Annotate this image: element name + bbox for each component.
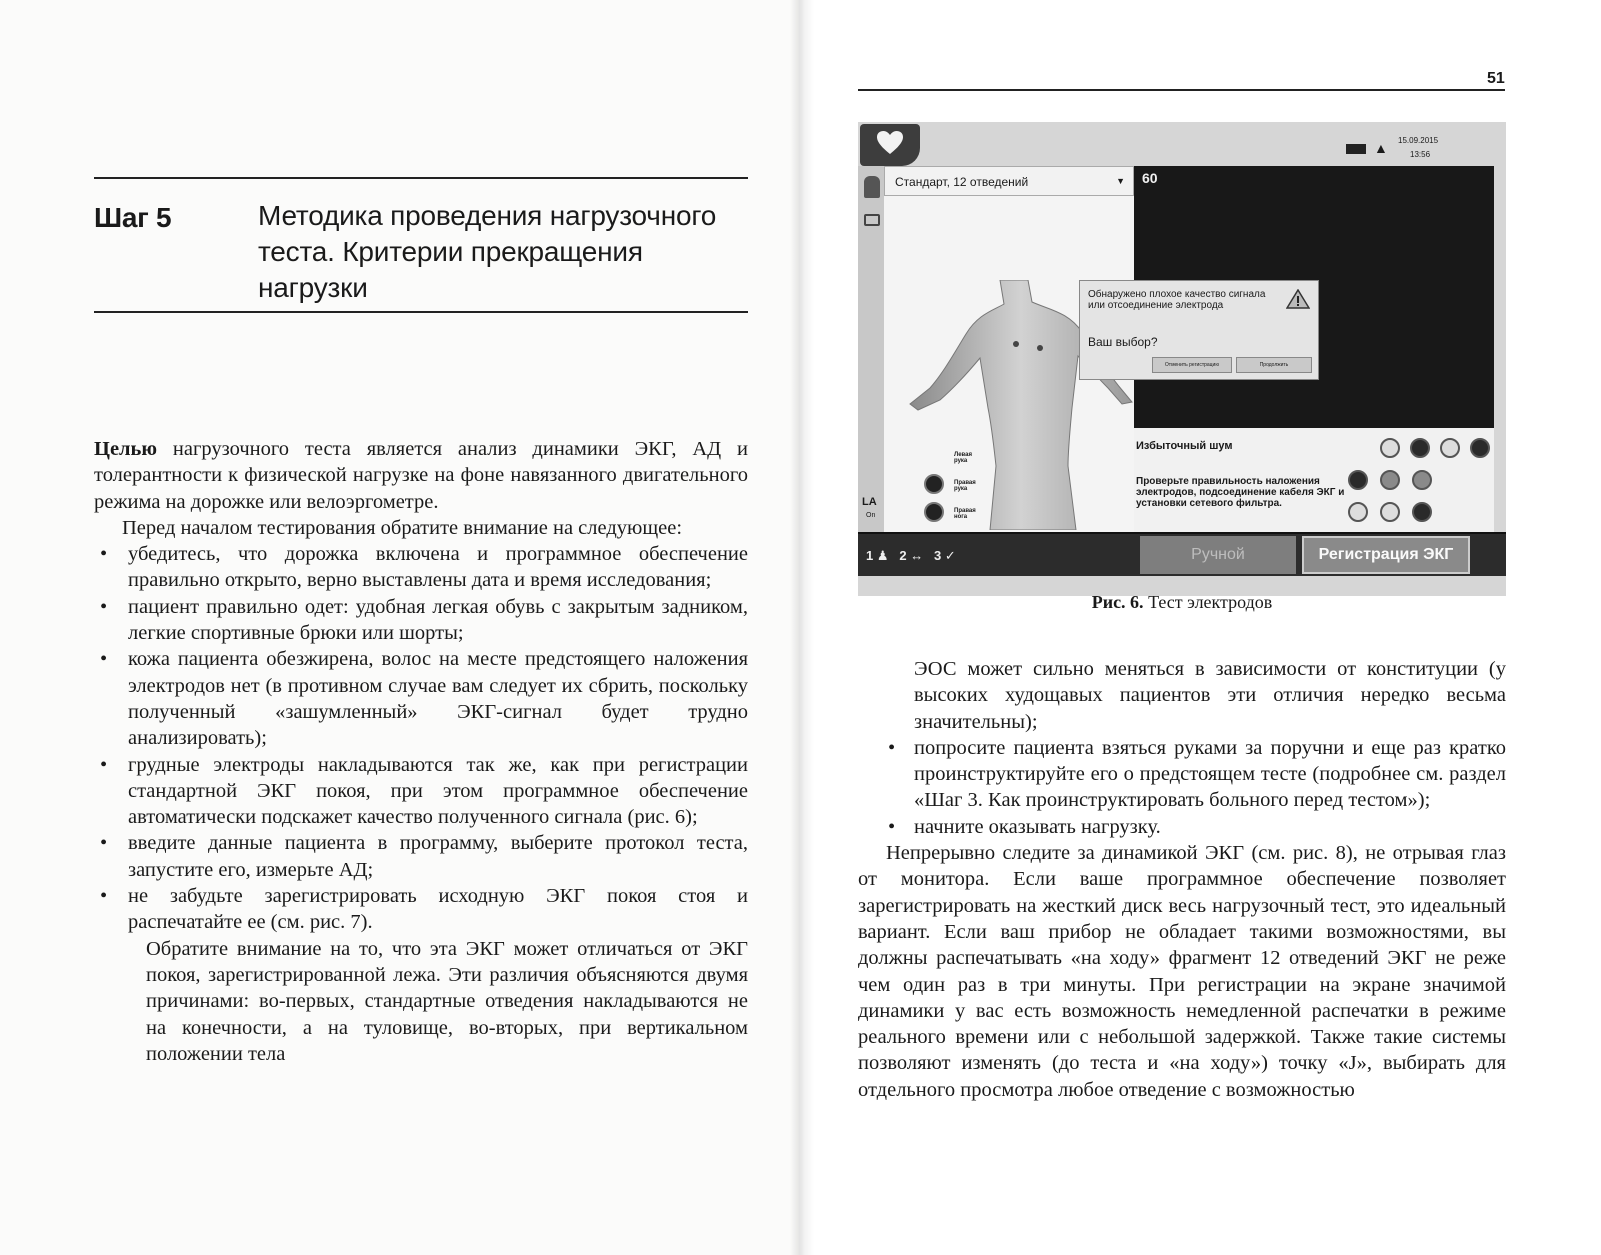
intro-paragraph: [94, 436, 748, 515]
manual-button[interactable]: Ручной: [1140, 536, 1296, 574]
on-label: On: [866, 512, 876, 519]
right-body-text: [858, 656, 1506, 1103]
battery-icon: [1346, 144, 1366, 154]
status-time: 13:56: [1410, 150, 1431, 159]
electrode-status-dot: [1380, 470, 1400, 490]
card-icon[interactable]: [864, 214, 880, 226]
electrode-status-dot: [1412, 502, 1432, 522]
header-rule: [858, 89, 1505, 91]
left-page: [0, 0, 800, 1255]
list-item: • кожа пациента обезжирена, волос на месте предстоящего наложения электродов нет (в противном случае вам следует их сбрить, поскольку полученный «зашумленный» ЭКГ-сигнал будет трудно анализировать);: [94, 646, 748, 751]
left-body-text: [94, 436, 748, 1067]
electrode-indicator: [924, 502, 944, 522]
electrode-status-dot: [1470, 438, 1490, 458]
lead-select[interactable]: [884, 166, 1134, 196]
list-item: • не забудьте зарегистрировать исходную ЭКГ покоя стоя и распечатайте ее (см. рис. 7).: [94, 883, 748, 936]
chevron-down-icon: ▼: [1116, 176, 1125, 186]
electrode-status-dot: [1348, 502, 1368, 522]
check-electrodes-label: Проверьте правильность наложения электродов, подсоединение кабеля ЭКГ и установки сетевого фильтра.: [1136, 476, 1345, 509]
checklist: [94, 541, 748, 935]
electrode-label: Правая нога: [954, 508, 976, 520]
bottom-toolbar: [858, 532, 1506, 576]
continuation-paragraph: ЭОС может сильно меняться в зависимости от конституции (у высоких худощавых пациентов эти отличия нередко весьма значительны);: [914, 658, 1506, 733]
status-date: 15.09.2015: [1398, 136, 1439, 145]
dialog-question: Ваш выбор?: [1088, 335, 1158, 349]
electrode-status-dot: [1440, 438, 1460, 458]
check-icon: ✓: [944, 548, 956, 563]
heading-bottom-rule: [94, 311, 748, 313]
caption-label: Рис. 6.: [1091, 592, 1144, 612]
electrode-status-dot: [1380, 502, 1400, 522]
dialog-message: Обнаружено плохое качество сигнала или отсоединение электрода: [1088, 289, 1266, 311]
signal-status-panel: [1134, 428, 1494, 532]
electrode-label: Левая рука: [954, 452, 972, 464]
step-2: 2: [899, 548, 907, 563]
electrode-indicator: [924, 474, 944, 494]
heart-icon: [876, 130, 904, 156]
right-checklist: [858, 735, 1506, 840]
caption-text: Тест электродов: [1143, 592, 1273, 612]
monitoring-paragraph: Непрерывно следите за динамикой ЭКГ (см. рис. 8), не отрывая глаз от монитора. Если ваше программное обеспечение позволяет зарегистрировать на жесткий диск весь нагрузочный тест, это идеальный вариант. Если ваш прибор не обладает такими возможностями, вы должны распечатывать «на ходу» фрагмент 12 отведений ЭКГ не реже чем один раз в три минуты. При регистрации на экране значимой динамики у вас есть возможность немедленной распечатки в режиме реального времени или с небольшой задержкой. Также такие системы позволяют изменять (до теста и «на ходу») точку «J», выбирать для отдельного просмотра любое отведение с возможностью: [858, 842, 1506, 1101]
book-gutter: [790, 0, 814, 1255]
intro-rest: нагрузочного теста является анализ динамики ЭКГ, АД и толерантности к физической нагрузке на фоне навязанного двигательного режима на дорожке или велоэргометре.: [94, 438, 748, 513]
network-icon: ▲: [1374, 140, 1388, 156]
electrode-status-dot: [1412, 470, 1432, 490]
figure-caption: [858, 592, 1506, 613]
side-toolbar: [858, 166, 884, 532]
list-item: • убедитесь, что дорожка включена и программное обеспечение правильно открыто, верно выставлены дата и время исследования;: [94, 541, 748, 594]
step-title: Методика проведения нагрузочного теста. Критерии прекращения нагрузки: [258, 200, 717, 303]
step-label: Шаг 5: [94, 202, 172, 233]
ecg-software-screenshot: [858, 122, 1506, 596]
list-item: • попросите пациента взяться руками за поручни и еще раз кратко проинструктируйте его о предстоящем тесте (подробнее см. раздел «Шаг 3. Как проинструктировать больного перед тестом»);: [858, 735, 1506, 814]
lead-select-value: Стандарт, 12 отведений: [895, 175, 1029, 189]
status-area: [1346, 132, 1466, 162]
warning-icon: [1286, 289, 1310, 309]
list-item: • введите данные пациента в программу, выберите протокол теста, запустите его, измерьте АД;: [94, 830, 748, 883]
before-test-paragraph: Перед началом тестирования обратите внимание на следующее:: [122, 516, 683, 539]
heading-top-rule: [94, 177, 748, 179]
list-item: • начните оказывать нагрузку.: [858, 814, 1506, 840]
electrode-label: Правая рука: [954, 480, 976, 492]
noise-label: Избыточный шум: [1136, 440, 1233, 452]
continue-button[interactable]: Продолжить: [1236, 357, 1312, 373]
list-item: • пациент правильно одет: удобная легкая обувь с закрытым задником, легкие спортивные брюки или шорты;: [94, 594, 748, 647]
electrode-status-dot: [1380, 438, 1400, 458]
step-indicator: 1 ♟ 2 ↔ 3 ✓: [866, 548, 956, 563]
list-item: • грудные электроды накладываются так же, как при регистрации стандартной ЭКГ покоя, при этом программное обеспечение автоматически подскажет качество полученного сигнала (рис. 6);: [94, 752, 748, 831]
note-paragraph: Обратите внимание на то, что эта ЭКГ может отличаться от ЭКГ покоя, зарегистрированной лежа. Эти различия объясняются двумя причинами: во-первых, стандартные отведения накладываются не на конечности, а на туловище, во-вторых, при вертикальном положении тела: [146, 937, 748, 1065]
electrode-status-dot: [1348, 470, 1368, 490]
la-label: LA: [862, 496, 877, 508]
step-1: 1: [866, 548, 874, 563]
intro-bold: Целью: [94, 438, 158, 460]
patient-icon[interactable]: [864, 176, 880, 198]
cancel-registration-button[interactable]: Отменить регистрацию: [1152, 357, 1232, 373]
page-number: 51: [1487, 70, 1505, 87]
heart-tab[interactable]: [860, 124, 920, 166]
ecg-registration-button[interactable]: Регистрация ЭКГ: [1302, 536, 1470, 574]
signal-quality-dialog: [1079, 280, 1319, 380]
step-3: 3: [934, 548, 942, 563]
heart-rate: 60: [1142, 170, 1158, 186]
electrode-status-dot: [1410, 438, 1430, 458]
